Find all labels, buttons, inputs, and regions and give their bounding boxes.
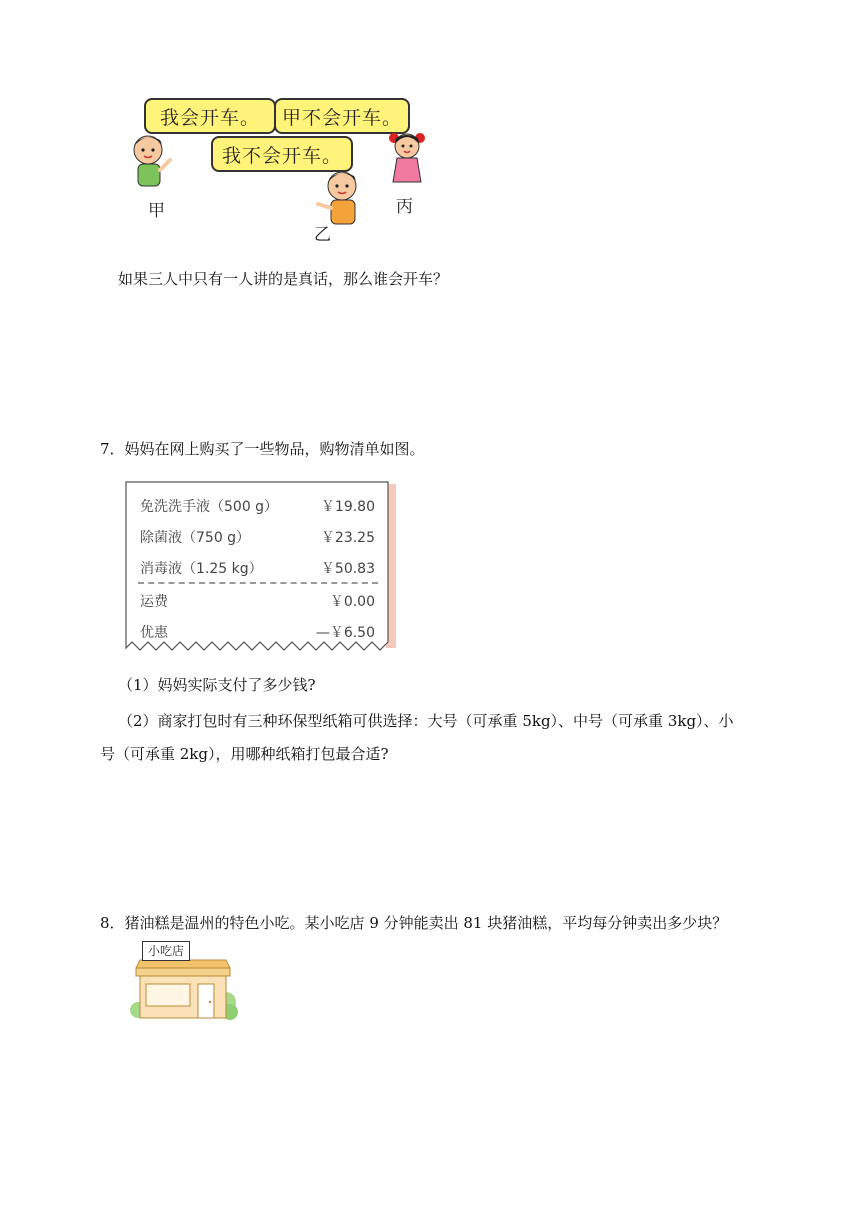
receipt-item-price: ￥19.80 — [320, 499, 375, 515]
speech-bubble-bing: 甲不会开车。 — [274, 98, 410, 134]
receipt-item-row — [140, 527, 375, 547]
shopping-receipt — [118, 478, 398, 658]
label-yi: 乙 — [314, 225, 331, 245]
receipt-item-name: 消毒液（1.25 kg） — [140, 561, 263, 577]
receipt-item-name: 除菌液（750 g） — [140, 530, 251, 546]
girl-bing-figure — [384, 128, 430, 190]
receipt-discount-row — [140, 622, 375, 642]
receipt-item-price: ￥23.25 — [320, 530, 375, 546]
q7-subquestion-2-line-1: （2）商家打包时有三种环保型纸箱可供选择：大号（可承重 5kg）、中号（可承重 3kg）、小 — [118, 712, 734, 730]
q7-title: 7．妈妈在网上购买了一些物品，购物清单如图。 — [100, 440, 425, 458]
q8-title: 8．猪油糕是温州的特色小吃。某小吃店 9 分钟能卖出 81 块猪油糕，平均每分钟卖出多少块？ — [100, 914, 728, 932]
snack-shop-illustration — [130, 940, 238, 1022]
receipt-item-row — [140, 496, 375, 516]
receipt-shipping-row — [140, 591, 375, 611]
receipt-shipping-price: ￥0.00 — [329, 594, 375, 610]
q7-subquestion-2-line-2: 号（可承重 2kg），用哪种纸箱打包最合适? — [100, 745, 389, 763]
receipt-shipping-label: 运费 — [140, 594, 168, 610]
speech-bubble-yi: 我不会开车。 — [211, 136, 353, 172]
shop-sign: 小吃店 — [142, 941, 190, 961]
receipt-divider — [138, 582, 378, 584]
kids-illustration — [118, 92, 438, 245]
receipt-discount-label: 优惠 — [140, 625, 168, 641]
label-jia: 甲 — [148, 201, 165, 221]
boy-jia-figure — [126, 130, 176, 196]
speech-bubble-jia: 我会开车。 — [144, 98, 276, 134]
label-bing: 丙 — [396, 197, 413, 217]
receipt-item-row — [140, 558, 375, 578]
q6-question: 如果三人中只有一人讲的是真话，那么谁会开车？ — [118, 270, 449, 288]
receipt-discount-price: —￥6.50 — [315, 625, 375, 641]
receipt-item-name: 免洗洗手液（500 g） — [140, 499, 279, 515]
receipt-item-price: ￥50.83 — [320, 561, 375, 577]
q7-subquestion-1: （1）妈妈实际支付了多少钱? — [118, 676, 316, 694]
